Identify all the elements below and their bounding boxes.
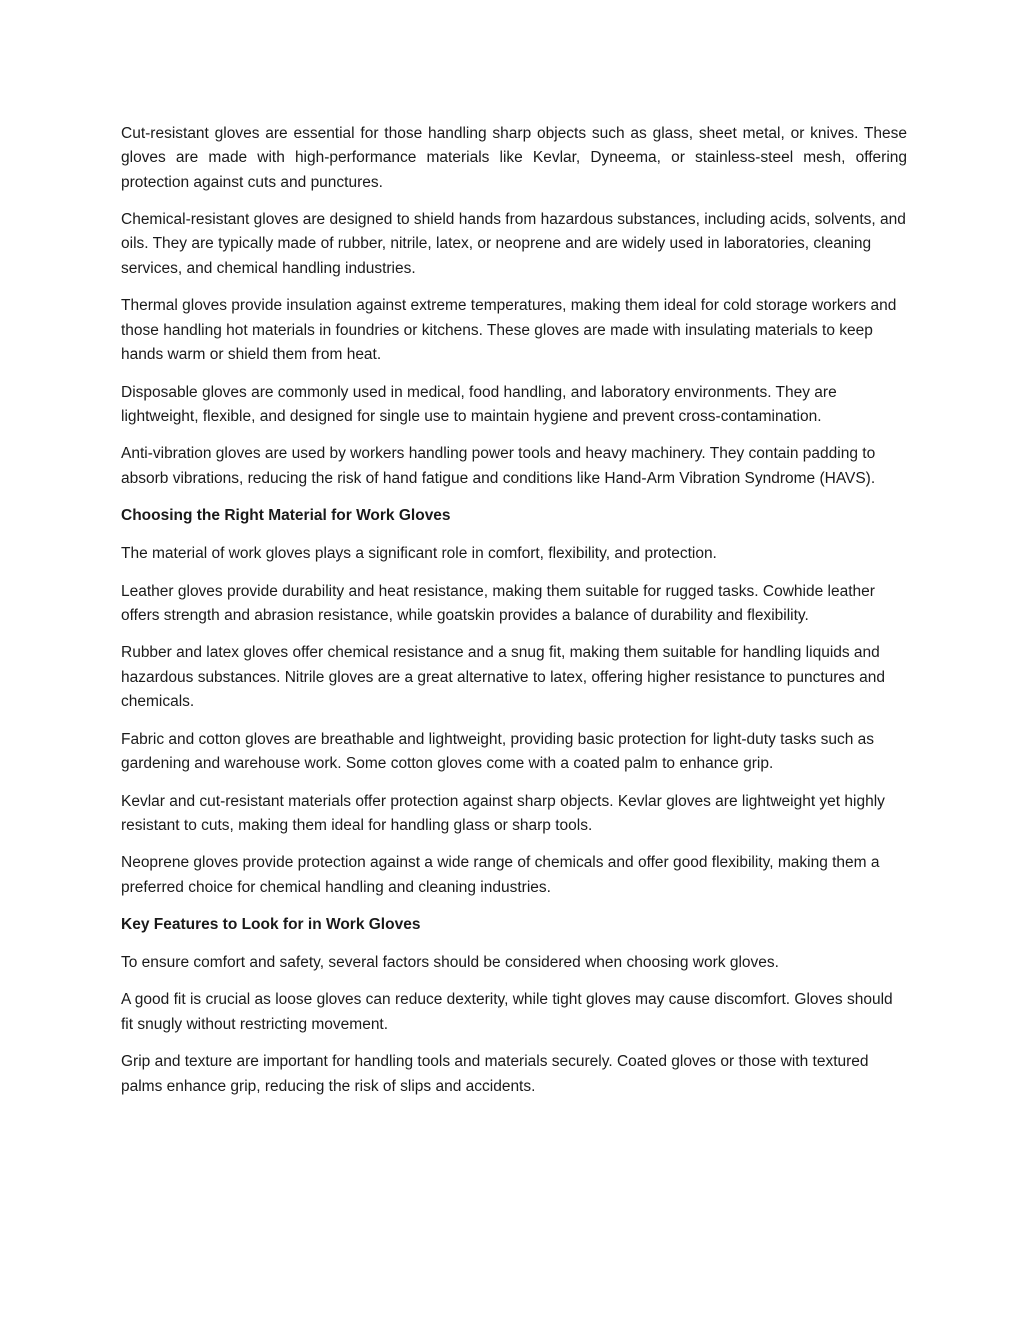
document-page — [121, 122, 907, 1112]
heading-choosing-material: Choosing the Right Material for Work Gloves — [121, 507, 451, 525]
paragraph-leather: Leather gloves provide durability and heat resistance, making them suitable for rugged tasks. Cowhide leather offers strength and abrasion resistance, while goatskin provides a balance of durability and flexibility. — [121, 582, 875, 624]
paragraph-grip-texture: Grip and texture are important for handling tools and materials securely. Coated gloves or those with textured palms enhance grip, reducing the risk of slips and accidents. — [121, 1053, 869, 1095]
paragraph-features-intro: To ensure comfort and safety, several factors should be considered when choosing work gloves. — [121, 953, 779, 971]
paragraph-kevlar: Kevlar and cut-resistant materials offer protection against sharp objects. Kevlar gloves are lightweight yet highly resistant to cuts, making them ideal for handling glass or sharp tools. — [121, 792, 885, 834]
paragraph-cut-resistant: Cut-resistant gloves are essential for those handling sharp objects such as glass, sheet metal, or knives. These gloves are made with high-performance materials like Kevlar, Dyneema, or stainless-steel mesh, offering protection against cuts and punctures. — [121, 125, 907, 191]
paragraph-fabric-cotton: Fabric and cotton gloves are breathable and lightweight, providing basic protection for light-duty tasks such as gardening and warehouse work. Some cotton gloves come with a coated palm to enhance grip. — [121, 730, 875, 772]
paragraph-material-intro: The material of work gloves plays a significant role in comfort, flexibility, and protection. — [121, 544, 717, 562]
paragraph-fit: A good fit is crucial as loose gloves can reduce dexterity, while tight gloves may cause discomfort. Gloves should fit snugly without restricting movement. — [121, 991, 893, 1033]
paragraph-disposable: Disposable gloves are commonly used in medical, food handling, and laboratory environments. They are lightweight, flexible, and designed for single use to maintain hygiene and prevent cross-contamination. — [121, 383, 837, 425]
paragraph-chemical-resistant: Chemical-resistant gloves are designed to shield hands from hazardous substances, including acids, solvents, and oils. They are typically made of rubber, nitrile, latex, or neoprene and are widely used in laboratories, cleaning services, and chemical handling industries. — [121, 211, 906, 277]
paragraph-neoprene: Neoprene gloves provide protection against a wide range of chemicals and offer good flexibility, making them a preferred choice for chemical handling and cleaning industries. — [121, 854, 880, 896]
paragraph-thermal: Thermal gloves provide insulation against extreme temperatures, making them ideal for cold storage workers and those handling hot materials in foundries or kitchens. These gloves are made with insulating materials to keep hands warm or shield them from heat. — [121, 297, 897, 363]
heading-key-features: Key Features to Look for in Work Gloves — [121, 916, 421, 934]
paragraph-rubber-latex: Rubber and latex gloves offer chemical resistance and a snug fit, making them suitable for handling liquids and hazardous substances. Nitrile gloves are a great alternative to latex, offering higher resistance to punctures and chemicals. — [121, 644, 885, 711]
paragraph-anti-vibration: Anti-vibration gloves are used by workers handling power tools and heavy machinery. They contain padding to absorb vibrations, reducing the risk of hand fatigue and conditions like Hand-Arm Vibration Syndrome (HAVS). — [121, 445, 876, 487]
